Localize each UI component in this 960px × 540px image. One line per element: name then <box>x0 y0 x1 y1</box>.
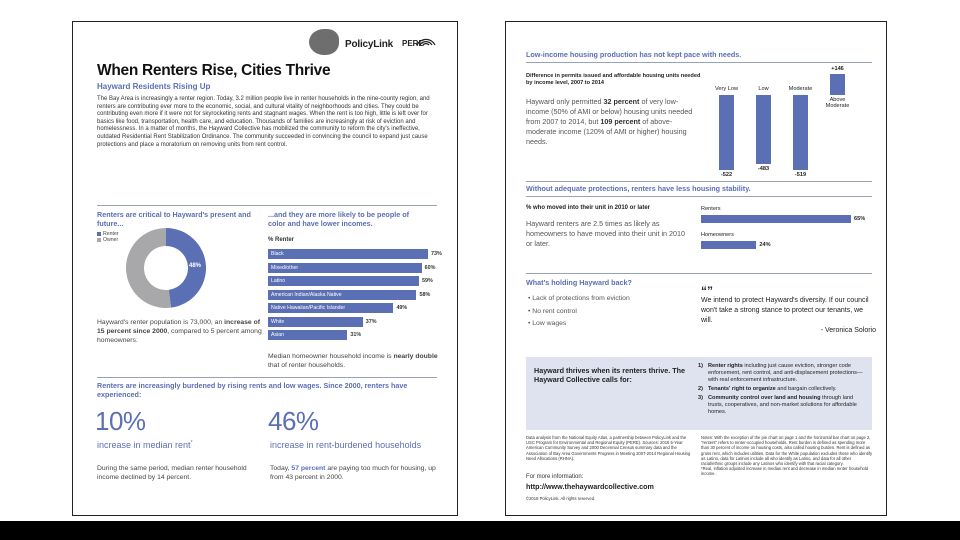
demand-number: 2) <box>698 386 703 393</box>
section-divider <box>97 205 437 206</box>
demand-item <box>698 386 868 393</box>
notes-footnote: *Real, inflation adjusted increase in median rent and decrease in median renter household income. <box>701 466 869 477</box>
holding-bullet: • Low wages <box>528 320 567 327</box>
holding-bullet-text: Low wages <box>532 320 567 327</box>
median-rent-body: During the same period, median renter household income declined by 14 percent. <box>97 465 247 481</box>
footnote-marker: * <box>190 440 193 446</box>
production-bold-b: 109 percent <box>600 117 641 126</box>
demand-text: Tenants' right to organize and bargain collectively. <box>708 386 837 393</box>
rent-burdened-stat: 46% <box>268 406 319 436</box>
section-divider <box>97 377 437 378</box>
sources-note: Data analysis from the National Equity Atlas, a partnership between PolicyLink and the USC Program for Environmental and Regional Equity (PERE). Sources: 2016 5-Year American Community Survey and 2000 Decennial Census summary data and the Association of Bay Area Governments Progress in Meeting 2007-2014 Regional Housing Need Allocations (RHNA). <box>526 435 691 461</box>
demand-title: Tenants' right to organize <box>708 386 776 393</box>
permits-value-label: -483 <box>757 166 770 173</box>
demands-list <box>698 363 868 418</box>
page-one <box>72 21 458 516</box>
permits-value-label: -522 <box>720 172 733 178</box>
more-info-label: For more information: <box>526 474 584 480</box>
race-bar-value: 31% <box>350 332 362 338</box>
median-rent-stat: 10% <box>95 406 146 436</box>
stability-heading: Without adequate protections, renters have less housing stability. <box>526 184 751 193</box>
production-text-b: of very low-income (50% of AMI or below) housing units needed from 2007 to 2014, but <box>526 97 693 126</box>
demand-item <box>698 395 868 417</box>
holding-bullet: • Lack of protections from eviction <box>528 295 630 302</box>
renters-caption-bold: increase of 15 percent since 2000 <box>97 319 261 335</box>
moved-bar-value: 65% <box>854 216 866 222</box>
demand-text: Renter rights including just cause eviction, stronger code enforcement, rent control, and anti-displacement protections—with real enforcement infrastructure. <box>708 363 863 384</box>
median-rent-caption <box>97 440 193 450</box>
rent-burdened-body-bold: 57 percent <box>291 465 326 472</box>
renters-caption-text: Hayward's renter population is 73,000, an <box>97 319 225 326</box>
production-text <box>526 97 694 147</box>
quote-author: - Veronica Solorio <box>820 327 876 334</box>
race-bar-value: 60% <box>424 264 436 271</box>
policylink-logo: PolicyLink <box>345 39 394 50</box>
organization-seal-logo <box>309 29 339 55</box>
demand-title: Renter rights <box>708 363 743 369</box>
demand-item <box>698 363 868 385</box>
renter-swatch <box>97 232 101 236</box>
demand-number: 1) <box>698 363 703 369</box>
legend-owner <box>97 237 119 243</box>
legend-owner-label: Owner <box>103 237 119 244</box>
permits-category-label: Low <box>758 86 769 92</box>
income-caption-text: Median homeowner household income is <box>268 353 394 360</box>
race-bar-label: Latino <box>271 278 286 284</box>
moved-bar-value: 24% <box>759 242 771 248</box>
section-divider <box>526 196 872 197</box>
permits-chart-title: Difference in permits issued and affordable housing units needed by income level, 2007 to 2014 <box>526 73 701 86</box>
holding-heading: What's holding Hayward back? <box>526 278 632 287</box>
holding-bullet-text: Lack of protections from eviction <box>532 295 630 302</box>
holding-bullet-text: No rent control <box>532 308 577 315</box>
race-bar-label: Black <box>271 251 284 257</box>
section-divider <box>526 62 872 63</box>
rent-burdened-body <box>270 464 440 482</box>
production-bold-a: 32 percent <box>603 97 640 106</box>
production-text-a: Hayward only permitted <box>526 97 604 106</box>
donut-slice-owner <box>126 228 171 308</box>
renters-heading: Renters are critical to Hayward's present and future... <box>97 210 251 228</box>
permits-value-label: -519 <box>794 171 807 178</box>
permits-value-label: +146 <box>831 66 844 73</box>
pere-logo: PERE <box>402 39 424 48</box>
permits-category-label: Moderate <box>788 86 813 92</box>
permits-category-label: Very Low <box>714 86 738 92</box>
moved-chart-title: % who moved into their unit in 2010 or later <box>526 205 651 211</box>
pere-rays-icon <box>415 30 437 46</box>
race-bar-value: 58% <box>419 291 431 298</box>
burden-heading: Renters are increasingly burdened by rising rents and low wages. Since 2000, renters have experienced: <box>97 381 408 399</box>
stability-text: Hayward renters are 2.5 times as likely as homeowners to have moved into their unit in 2010 or later. <box>526 219 686 248</box>
race-bar-label: American Indian/Alaska Native <box>271 291 342 298</box>
demand-title: Community control over land and housing <box>708 394 821 401</box>
production-text-c: of above-moderate income (120% of AMI or higher) housing needs. <box>526 117 687 146</box>
page-title: When Renters Rise, Cities Thrive <box>97 62 331 79</box>
race-bar <box>268 249 428 259</box>
rent-burdened-body-end: are paying too much for housing, up from 43 percent in 2000. <box>270 465 436 481</box>
call-to-action-box <box>526 357 872 430</box>
section-divider <box>526 181 872 182</box>
permits-category-label: Above Moderate <box>825 97 850 110</box>
income-caption-bold: nearly double <box>393 353 438 360</box>
race-bar-label: Asian <box>271 332 284 338</box>
race-bar-value: 73% <box>431 251 442 257</box>
renters-caption <box>97 318 262 345</box>
owner-swatch <box>97 238 101 242</box>
section-divider <box>526 273 872 274</box>
donut-legend <box>97 231 119 244</box>
moved-bar <box>701 241 756 249</box>
notes-text: Notes: With the exception of the pie chart on page 1 and the horizontal bar chart on page 2, "renters" refers to renter-occupied households. Rent burden is defined as spending more than 30 percent of income on housing costs, also called housing burden. Rent is defined as gross rent, which includes utilities. Data for the White population excludes those who identify as Latino, data for Latinos include all who identify as Latino, and data for all other racial/ethnic groups include any Latinos who identify with that racial category. <box>701 435 873 467</box>
renter-axis-label: % Renter <box>268 237 295 243</box>
copyright: ©2018 PolicyLink. All rights reserved. <box>526 496 596 501</box>
renters-caption-end: , compared to 5 percent among homeowners. <box>97 328 262 344</box>
legend-renter-label: Renter <box>103 231 119 237</box>
race-bar-label: White <box>271 318 285 325</box>
moved-bar-label: Renters <box>701 206 721 212</box>
median-rent-caption-text: increase in median rent <box>97 440 191 450</box>
moved-bar-label: Homeowners <box>701 232 734 238</box>
moved-bar <box>701 215 851 223</box>
demand-text: Community control over land and housing through land trusts, cooperatives, and non-market solutions for affordable homes. <box>708 394 857 416</box>
income-caption-end: that of renter households. <box>268 362 346 369</box>
production-heading: Low-income housing production has not kept pace with needs. <box>526 50 742 59</box>
holding-bullet: • No rent control <box>528 308 577 315</box>
rent-burdened-caption: increase in rent-burdened households <box>270 440 422 450</box>
permits-bar <box>830 74 845 95</box>
race-bar-label: Native Hawaiian/Pacific Islander <box>271 305 346 311</box>
donut-data-label: 48% <box>189 263 202 269</box>
income-caption <box>268 352 438 370</box>
permits-bar <box>719 95 734 170</box>
race-bar-value: 37% <box>365 318 377 325</box>
demand-number: 3) <box>698 394 703 401</box>
people-heading: ...and they are more likely to be people of color and have lower incomes. <box>268 210 409 228</box>
page-subtitle: Hayward Residents Rising Up <box>97 82 211 91</box>
quote-icon: “” <box>701 284 713 298</box>
call-heading: Hayward thrives when its renters thrive. The Hayward Collective calls for: <box>534 366 685 385</box>
collective-website-link[interactable]: http://www.thehaywardcollective.com <box>526 482 654 491</box>
bottom-bar <box>0 521 960 540</box>
notes <box>701 435 873 477</box>
rent-burdened-body-text: Today, <box>270 465 292 472</box>
race-bar-label: Mixed/other <box>271 264 299 271</box>
quote-text: We intend to protect Hayward's diversity. If our council won't take a strong stance to protect our tenants, we will. <box>701 297 869 324</box>
race-bar-value: 59% <box>422 278 433 284</box>
page-two <box>505 21 887 516</box>
intro-paragraph: The Bay Area is increasingly a renter region. Today, 3.2 million people live in renter households in the nine-county region, and renters are contributing ever more to the economic, social, and cultural vitality of neighborhoods and cities. They could be contributing even more if it were not for skyrocketing rents and stagnant wages. When the rent is too high, little is left over for basics like food, transportation, health care, and education. Thousands of families are increasingly at risk of eviction and homelessness. In a matter of months, the Hayward Collective has mobilized the community to reform the city's ineffective, outdated Residential Rent Stabilization Ordinance. The community succeeded in convincing the council to expand just cause protections and place a moratorium on removing units from rent control. <box>97 96 430 148</box>
permits-bar <box>756 95 771 164</box>
permits-bar <box>793 95 808 170</box>
race-bar-value: 49% <box>396 305 408 311</box>
race-bar <box>268 276 419 286</box>
